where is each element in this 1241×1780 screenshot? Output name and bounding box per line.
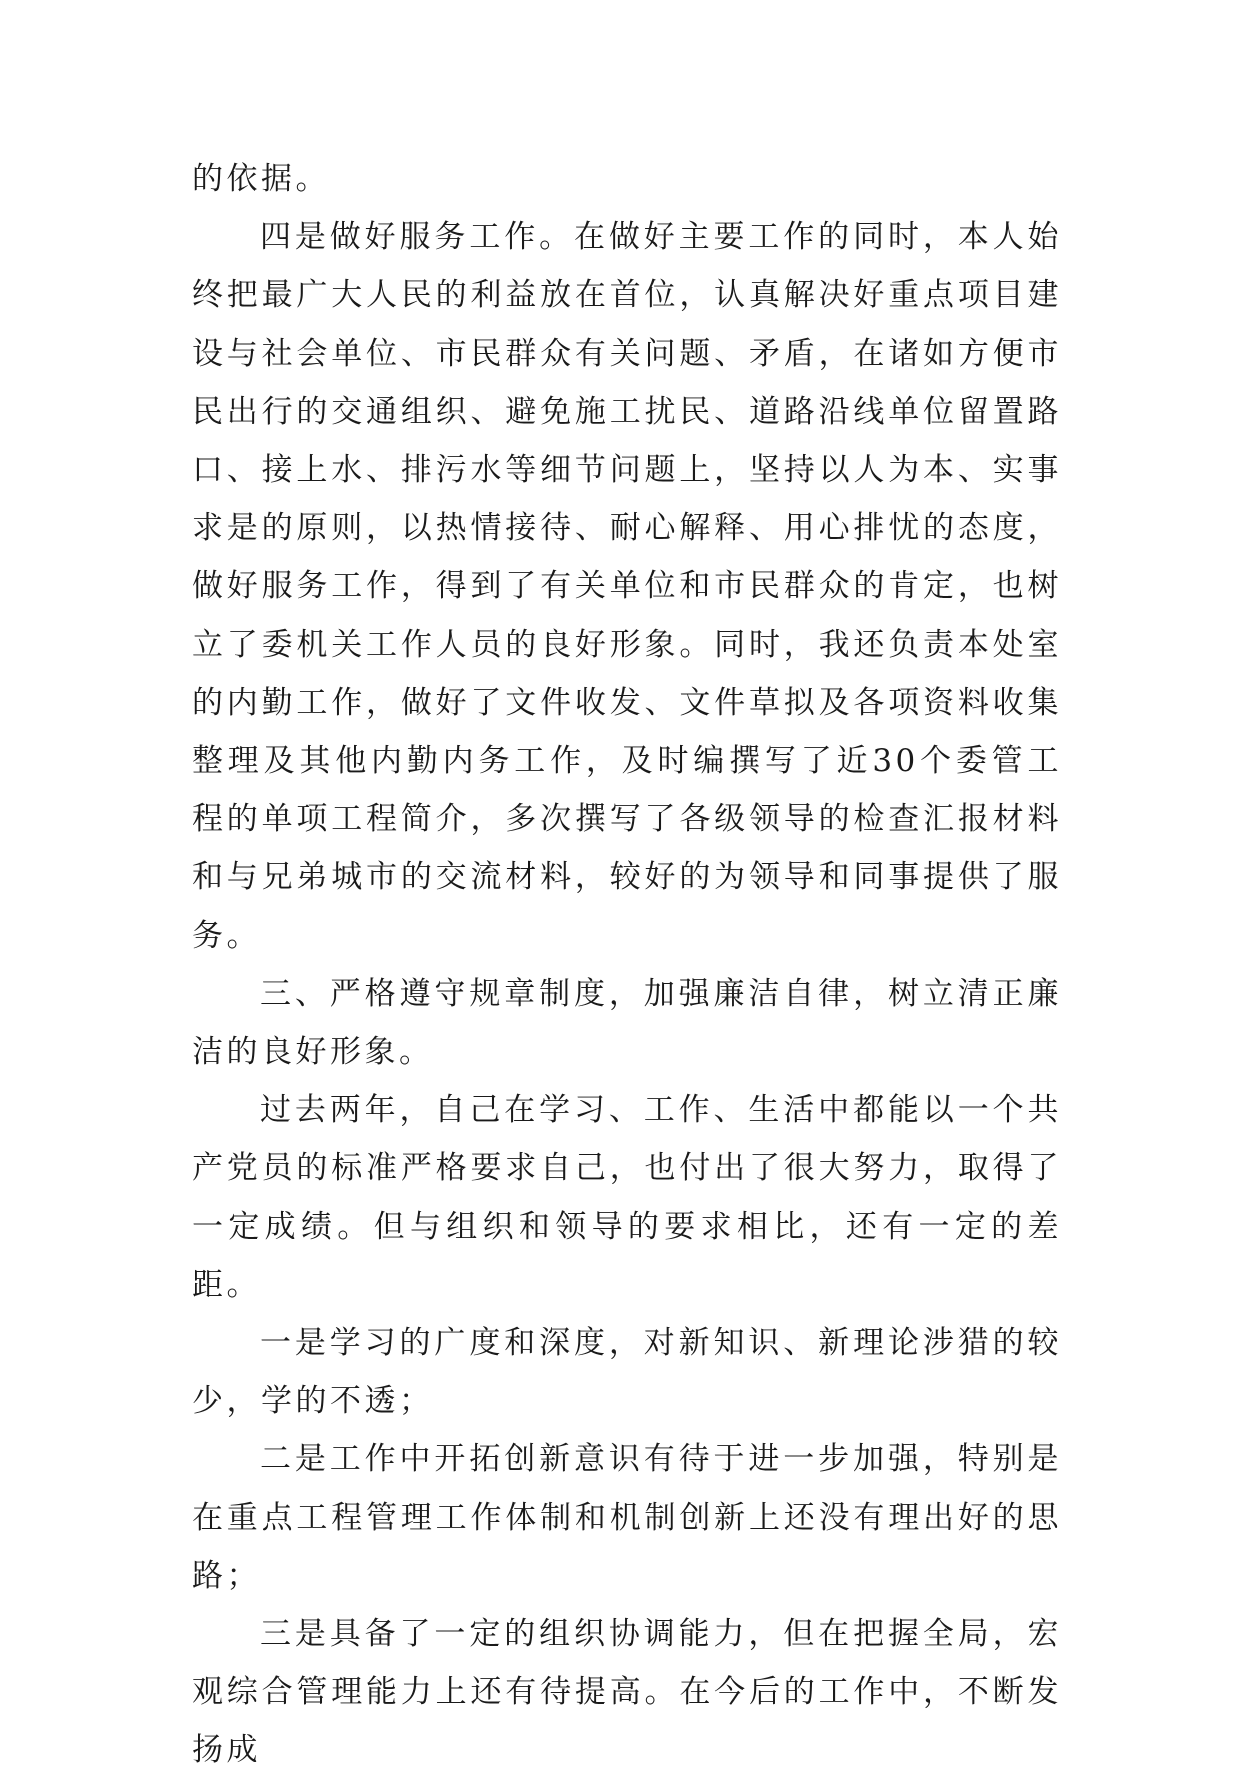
paragraph-shortcoming-one: 一是学习的广度和深度，对新知识、新理论涉猎的较少，学的不透； (192, 1325, 1062, 1420)
paragraph-continuation: 的依据。 (192, 161, 330, 197)
paragraph-section-three-heading: 三、严格遵守规章制度，加强廉洁自律，树立清正廉洁的良好形象。 (192, 975, 1062, 1071)
document-page (192, 150, 1062, 1780)
paragraph-service-work: 四是做好服务工作。在做好主要工作的同时，本人始终把最广大人民的利益放在首位，认真解决好重点项目建设与社会单位、市民群众有关问题、矛盾，在诸如方便市民出行的交通组织、避免施工扰民、道路沿线单位留置路口、接上水、排污水等细节问题上，坚持以人为本、实事求是的原则，以热情接待、耐心解释、用心排忧的态度，做好服务工作，得到了有关单位和市民群众的肯定，也树立了委机关工作人员的良好形象。同时，我还负责本处室的内勤工作，做好了文件收发、文件草拟及各项资料收集整理及其他内勤内务工作，及时编撰写了近30个委管工程的单项工程简介，多次撰写了各级领导的检查汇报材料和与兄弟城市的交流材料，较好的为领导和同事提供了服务。 (192, 219, 1062, 954)
paragraph-shortcoming-two: 二是工作中开拓创新意识有待于进一步加强，特别是在重点工程管理工作体制和机制创新上还没有理出好的思路； (192, 1441, 1062, 1594)
paragraph-shortcoming-three: 三是具备了一定的组织协调能力，但在把握全局，宏观综合管理能力上还有待提高。在今后的工作中，不断发扬成 (192, 1616, 1062, 1769)
paragraph-self-assessment: 过去两年，自己在学习、工作、生活中都能以一个共产党员的标准严格要求自己，也付出了很大努力，取得了一定成绩。但与组织和领导的要求相比，还有一定的差距。 (192, 1092, 1062, 1303)
